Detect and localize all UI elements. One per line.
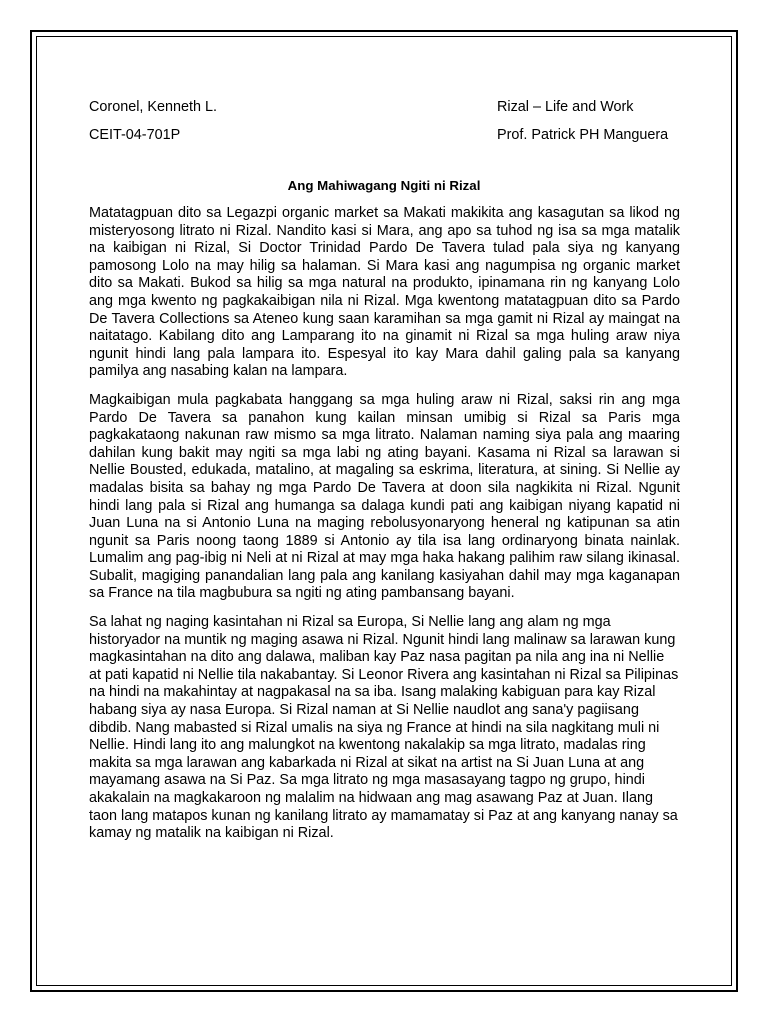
document-body (89, 205, 680, 854)
header-right (497, 93, 668, 149)
paragraph-2: Magkaibigan mula pagkabata hanggang sa mga huling araw ni Rizal, saksi rin ang mga Pardo De Tavera sa panahon kung kailan minsan umibig si Rizal sa Paris mga pagkakataong nakunan raw mismo sa mga litrato. Nalaman naming siya pala ang maaring dahilan kung bakit may ngiti sa mga labi ng ating bayani. Kasama ni Rizal sa larawan si Nellie Bousted, edukada, matalino, at magaling sa eskrima, literatura, at sining. Si Nellie ay madalas bisita sa bahay ng mga Pardo De Tavera at doon sila nagkikita ni Rizal. Ngunit hindi lang pala si Rizal ang humanga sa dalaga kundi pati ang kaibigan niyang kapatid ni Juan Luna na si Antonio Luna na maging rebolusyonaryong heneral ng katipunan sa atin ngunit sa Paris noong taong 1889 si Antonio ay tila isa lang ordinaryong binata nainlak. Lumalim ang pag-ibig ni Neli at ni Rizal at may mga haka hakang palihim raw silang ikinasal. Subalit, magiging panandalian lang pala ang kanilang kasiyahan dahil may mga kaganapan sa France na tila magbubura sa ngiti ng ating pambansang bayani. (89, 391, 680, 602)
paragraph-3: Sa lahat ng naging kasintahan ni Rizal sa Europa, Si Nellie lang ang alam ng mga historyador na muntik ng maging asawa ni Rizal. Ngunit hindi lang malinaw sa larawan kung magkasintahan na dito ang dalawa, maliban kay Paz nasa pagitan pa nila ang ina ni Nellie at pati kapatid ni Nellie tila nakabantay. Si Leonor Rivera ang kasintahan ni Rizal sa Pilipinas na hindi na makahintay at nagpakasal na sa iba. Isang malaking kabiguan para kay Rizal habang siya ay nasa Europa. Si Rizal naman at Si Nellie naudlot ang sana'y pagiisang dibdib. Nang mabasted si Rizal umalis na siya ng France at hindi na sila nagkitang muli ni Nellie. Hindi lang ito ang malungkot na kwentong nakalakip sa mga litrato, madalas ring makita sa mga larawan ang kabarkada ni Rizal at sikat na artist na Si Juan Luna at ang mayamang asawa na Si Paz. Sa mga litrato ng mga masasayang tagpo ng grupo, hindi akakalain na magkakaroon ng malalim na hidwaan ang mag asawang Paz at Juan. Ilang taon lang matapos kunan ng kanilang litrato ay mamamatay si Paz at ang kanyang nanay sa kamay ng matalik na kaibigan ni Rizal. (89, 614, 679, 842)
document-title: Ang Mahiwagang Ngiti ni Rizal (287, 178, 481, 193)
section-code: CEIT-04-701P (89, 127, 181, 143)
course-name: Rizal – Life and Work (497, 99, 634, 115)
author-name: Coronel, Kenneth L. (89, 99, 218, 115)
paragraph-1: Matatagpuan dito sa Legazpi organic market sa Makati makikita ang kasagutan sa likod ng misteryosong litrato ni Rizal. Nandito kasi si Mara, ang apo sa tuhod ng isa sa mga matalik na kaibigan ni Rizal, Si Doctor Trinidad Pardo De Tavera tulad pala siya ng kanyang pamosong Lolo na may hilig sa halaman. Si Mara kasi ang nagumpisa ng organic market dito sa Makati. Bukod sa hilig sa mga natural na produkto, ipinamana rin ng kanyang Lolo ang mga kwento ng pagkakaibigan nila ni Rizal. Mga kwentong matatagpuan dito sa Pardo De Tavera Collections sa Ateneo kung saan karamihan sa mga gamit ni Rizal ay maingat na naitatago. Kabilang dito ang Lamparang ito na ginamit ni Rizal sa mga huling araw niya ngunit hindi lang pala lampara ito. Espesyal ito kay Mara dahil galing pala sa kanyang pamilya ang nasabing kalan na lampara. (89, 205, 680, 380)
header-left (89, 93, 217, 149)
professor-name: Prof. Patrick PH Manguera (497, 127, 669, 143)
